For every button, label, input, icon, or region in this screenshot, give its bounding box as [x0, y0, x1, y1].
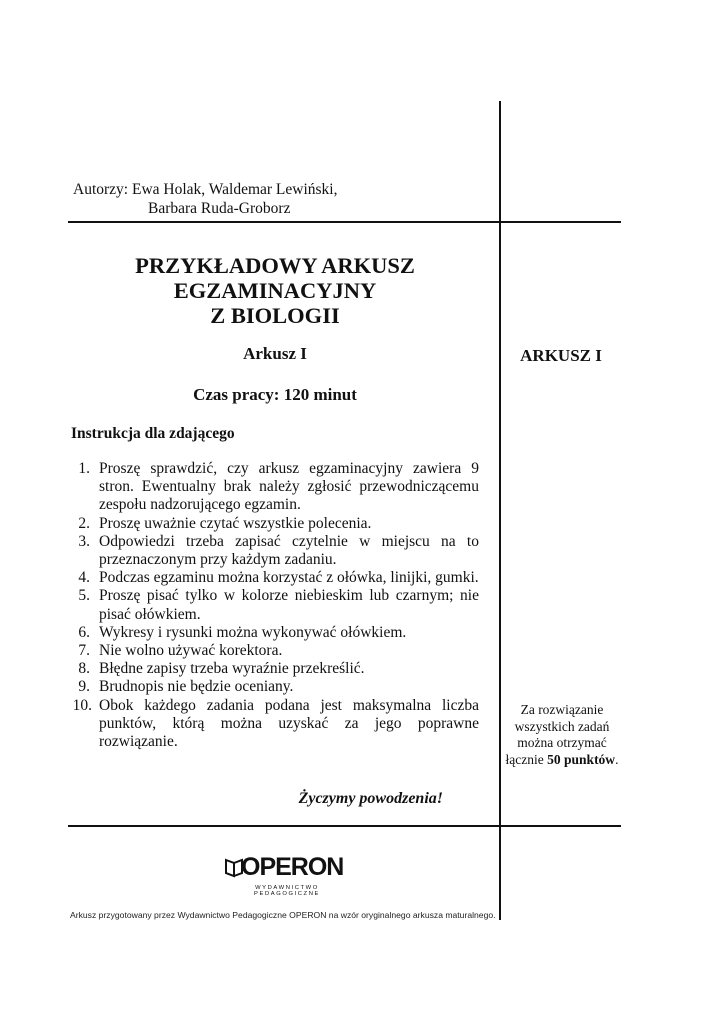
list-item: 5. Proszę pisać tylko w kolorze niebieskim lub czarnym; nie pisać ołówkiem.	[78, 587, 479, 623]
authors	[73, 180, 337, 218]
instructions-heading: Instrukcja dla zdającego	[71, 425, 235, 442]
bottom-divider	[68, 825, 621, 827]
list-item: 3. Odpowiedzi trzeba zapisać czytelnie w miejscu na to przeznaczonym przy każdym zadaniu.	[78, 532, 479, 569]
time-label: Czas pracy: 120 minut	[193, 385, 357, 404]
authors-line-2: Barbara Ruda-Groborz	[148, 200, 291, 217]
title-line-2: EGZAMINACYJNY	[173, 278, 377, 303]
title-line-1: PRZYKŁADOWY ARKUSZ	[135, 253, 415, 278]
exam-title	[70, 253, 480, 328]
side-sheet-title: ARKUSZ I	[520, 346, 602, 365]
authors-line-1: Autorzy: Ewa Holak, Waldemar Lewiński,	[73, 181, 338, 198]
list-item: 6. Wykresy i rysunki można wykonywać ołówkiem.	[78, 623, 407, 641]
side-points-note: Za rozwiązanie wszystkich zadań można otrzymać łącznie 50 punktów.	[505, 702, 619, 767]
sheet-label: Arkusz I	[243, 344, 307, 363]
list-item: 9. Brudnopis nie będzie oceniany.	[78, 678, 294, 696]
good-luck-wish: Życzymy powodzenia!	[298, 790, 443, 807]
list-item: 8. Błędne zapisy trzeba wyraźnie przekreślić.	[78, 660, 365, 678]
list-item: 2. Proszę uważnie czytać wszystkie polecenia.	[78, 514, 372, 532]
logo-word: OPERON	[241, 853, 344, 881]
list-item: 7. Nie wolno używać korektora.	[78, 642, 283, 660]
footer-note: Arkusz przygotowany przez Wydawnictwo Pedagogiczne OPERON na wzór oryginalnego arkusza maturalnego.	[70, 910, 496, 920]
vertical-divider	[499, 101, 501, 920]
title-line-3: Z BIOLOGII	[210, 303, 340, 328]
top-divider	[68, 221, 621, 223]
list-item: 4. Podczas egzaminu można korzystać z ołówka, linijki, gumki.	[78, 569, 479, 587]
logo-subtitle: WYDAWNICTWO PEDAGOGICZNE	[254, 885, 320, 897]
operon-logo	[223, 853, 349, 897]
list-item: 10. Obok każdego zadania podana jest maksymalna liczba punktów, którą można uzyskać za jego poprawne rozwiązanie.	[72, 696, 479, 751]
list-item: 1. Proszę sprawdzić, czy arkusz egzaminacyjny zawiera 9 stron. Ewentualny brak należy zgłosić przewodniczącemu zespołu nadzorującego egzamin.	[78, 460, 479, 514]
instructions-list	[68, 460, 479, 751]
